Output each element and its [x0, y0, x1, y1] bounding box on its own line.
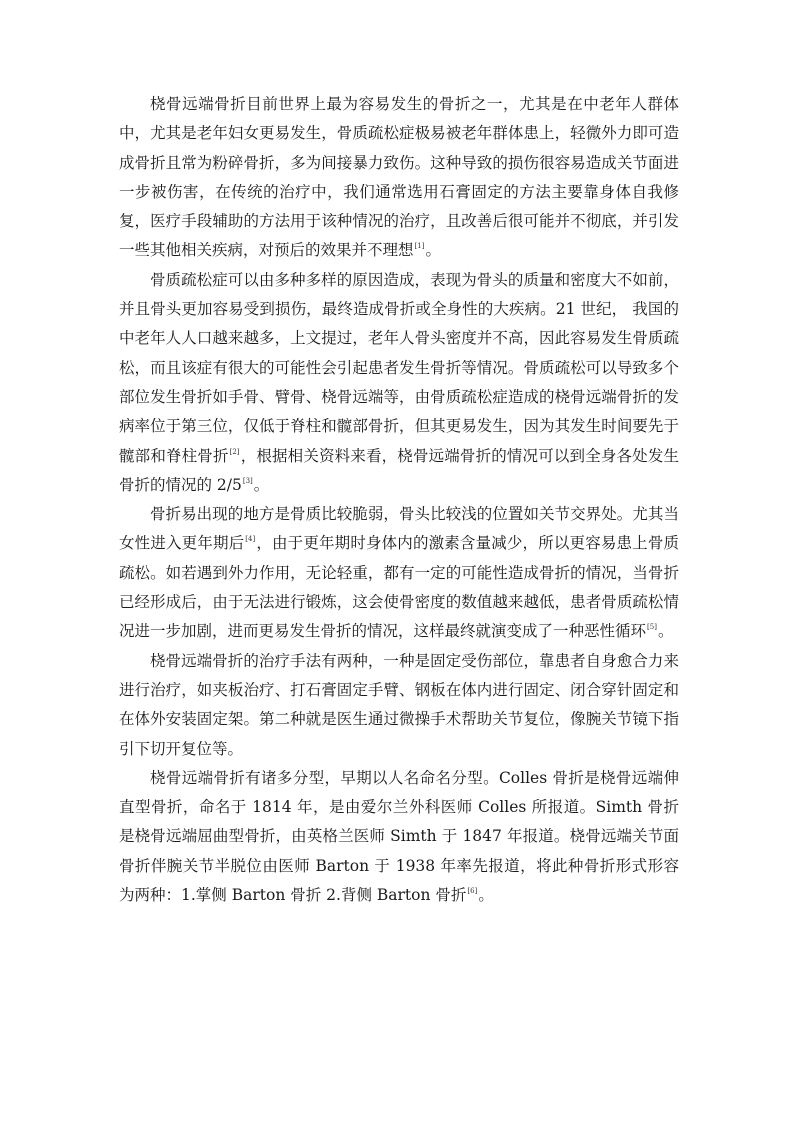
paragraph-1 — [119, 90, 679, 266]
paragraph-2 — [119, 266, 679, 500]
citation-ref-5[interactable]: [5] — [647, 623, 657, 632]
paragraph-5-end: 。 — [478, 886, 494, 905]
paragraph-4-text: 桡骨远端骨折的治疗手法有两种，一种是固定受伤部位，靠患者自身愈合力来进行治疗，如夹板治疗、打石膏固定手臂、钢板在体内进行固定、闭合穿针固定和在体外安装固定架。第二种就是医生通过微操手术帮助关节复位，像腕关节镜下指引下切开复位等。 — [119, 651, 679, 758]
paragraph-2-text-a: 骨质疏松症可以由多种多样的原因造成，表现为骨头的质量和密度大不如前，并且骨头更加容易受到损伤，最终造成骨折或全身性的大疾病。21 世纪， 我国的中老年人人口越来越多，上文提过，老年人骨头密度并不高，因此容易发生骨质疏松，而且该症有很大的可能性会引起患者发生骨折等情况。骨质疏松可以导致多个部位发生骨折如手骨、臂骨、桡骨远端等，由骨质疏松症造成的桡骨远端骨折的发病率位于第三位，仅低于脊柱和髋部骨折，但其更易发生，因为其发生时间要先于髋部和脊柱骨折 — [119, 270, 679, 465]
paragraph-3-text-a: 骨折易出现的地方是骨质比较脆弱，骨头比较浅的位置如关节交界处。尤其当女性进入更年期后 — [119, 505, 679, 553]
paragraph-3-text-b: ，由于更年期时身体内的激素含量减少，所以更容易患上骨质疏松。如若遇到外力作用，无论轻重，都有一定的可能性造成骨折的情况，当骨折已经形成后，由于无法进行锻炼，这会使骨密度的数值越来越低，患者骨质疏松情况进一步加剧，进而更易发生骨折的情况，这样最终就演变成了一种恶性循环 — [119, 534, 679, 641]
paragraph-3-end: 。 — [657, 622, 674, 641]
body-text — [119, 90, 679, 910]
paragraph-2-text-b: ，根据相关资料来看，桡骨远端骨折的情况可以到全身各处发生骨折的情况的 2/5 — [119, 446, 679, 494]
citation-ref-1[interactable]: [1] — [414, 242, 425, 251]
citation-ref-3[interactable]: [3] — [242, 476, 253, 485]
citation-ref-2[interactable]: [2] — [229, 447, 240, 456]
paragraph-5-text: 桡骨远端骨折有诸多分型，早期以人名命名分型。Colles 骨折是桡骨远端伸直型骨折，命名于 1814 年，是由爱尔兰外科医师 Colles 所报道。Simth 骨折是桡骨远端屈曲型骨折，由英格兰医师 Simth 于 1847 年报道。桡骨远端关节面骨折伴腕关节半脱位由医师 Barton 于 1938 年率先报道，将此种骨折形式形容为两种：1.掌侧 Barton 骨折 2.背侧 Barton 骨折 — [119, 768, 679, 905]
paragraph-1-end: 。 — [425, 241, 441, 260]
paragraph-2-end: 。 — [253, 475, 270, 494]
paragraph-3 — [119, 500, 679, 646]
paragraph-4 — [119, 647, 679, 764]
citation-ref-6[interactable]: [6] — [467, 887, 478, 896]
citation-ref-4[interactable]: [4] — [245, 535, 256, 544]
paragraph-1-text: 桡骨远端骨折目前世界上最为容易发生的骨折之一，尤其是在中老年人群体中，尤其是老年妇女更易发生，骨质疏松症极易被老年群体患上，轻微外力即可造成骨折且常为粉碎骨折，多为间接暴力致伤。这种导致的损伤很容易造成关节面进一步被伤害，在传统的治疗中，我们通常选用石膏固定的方法主要靠身体自我修复，医疗手段辅助的方法用于该种情况的治疗，且改善后很可能并不彻底，并引发一些其他相关疾病，对预后的效果并不理想 — [119, 95, 679, 260]
paragraph-5 — [119, 764, 679, 910]
